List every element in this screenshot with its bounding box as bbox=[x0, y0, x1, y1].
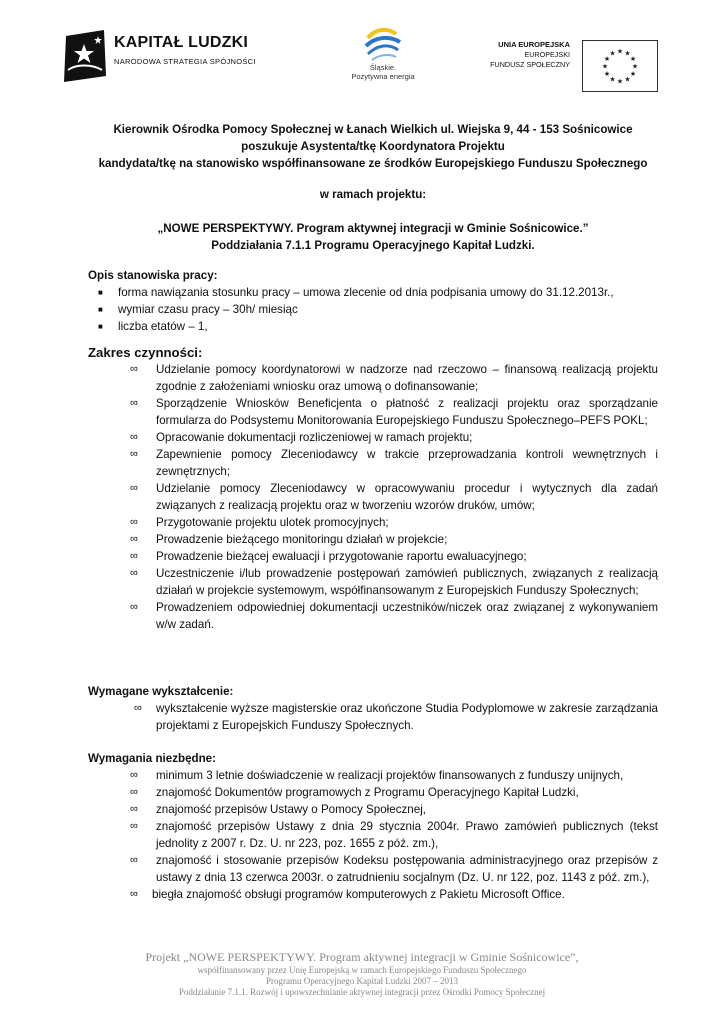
list-item bbox=[88, 361, 658, 395]
eu-star-icon: ★ bbox=[603, 56, 611, 63]
eu-flag bbox=[582, 40, 658, 92]
list-item bbox=[88, 284, 658, 301]
zakres-heading: Zakres czynności: bbox=[88, 345, 203, 360]
list-item-text: Przygotowanie projektu ulotek promocyjnych; bbox=[156, 516, 389, 529]
eu-star-icon: ★ bbox=[601, 63, 609, 71]
intro-line3: kandydata/tkę na stanowisko współfinansowane ze środków Europejskiego Funduszu Społecznego bbox=[98, 157, 648, 170]
list-item-text: forma nawiązania stosunku pracy – umowa zlecenie od dnia podpisania umowy do 31.12.2013r., bbox=[118, 286, 614, 299]
eu-star-icon: ★ bbox=[609, 76, 616, 84]
infinity-bullet-icon: ∞ bbox=[130, 550, 138, 562]
eu-star-icon: ★ bbox=[624, 76, 631, 84]
list-item-text: Uczestniczenie i/lub prowadzenie postępowań zamówień publicznych, związanych z realizacją działań w projekcie systemowym, współfinansowanym z Europejskich Funduszy Społecznych; bbox=[156, 567, 658, 597]
infinity-bullet-icon: ∞ bbox=[130, 482, 138, 494]
list-item bbox=[88, 700, 658, 734]
header-logos bbox=[0, 0, 724, 100]
list-item-text: wykształcenie wyższe magisterskie oraz ukończone Studia Podyplomowe w zakresie zarządzania projektami z Europejskich Funduszy Społecznych. bbox=[156, 702, 658, 732]
wymagania-heading: Wymagania niezbędne: bbox=[88, 752, 216, 765]
footer-line2: współfinansowany przez Unię Europejską w ramach Europejskiego Funduszu Społecznego bbox=[197, 965, 527, 975]
kapital-ludzki-subtitle: NARODOWA STRATEGIA SPÓJNOŚCI bbox=[114, 57, 256, 66]
list-item bbox=[88, 801, 658, 818]
infinity-bullet-icon: ∞ bbox=[130, 786, 138, 798]
slaskie-slogan: Pozytywna energia bbox=[351, 72, 415, 81]
kapital-ludzki-mark-icon bbox=[62, 30, 108, 82]
infinity-bullet-icon: ∞ bbox=[130, 363, 138, 375]
square-bullet-icon: ■ bbox=[98, 288, 103, 297]
wymagania-section bbox=[88, 750, 658, 903]
intro-line4: w ramach projektu: bbox=[319, 188, 427, 201]
opis-heading: Opis stanowiska pracy: bbox=[88, 269, 218, 282]
eu-star-icon: ★ bbox=[631, 63, 639, 71]
eu-logo bbox=[484, 40, 660, 92]
list-item-text: Zapewnienie pomocy Zleceniodawcy w trakcie przeprowadzania kontroli wewnętrznych i zewnętrznych; bbox=[156, 448, 658, 478]
footer-line4: Poddziałanie 7.1.1. Rozwój i upowszechnianie aktywnej integracji przez Ośrodki Pomocy Społecznej bbox=[178, 987, 546, 997]
list-item bbox=[88, 565, 658, 599]
eu-star-icon: ★ bbox=[629, 71, 637, 78]
infinity-bullet-icon: ∞ bbox=[130, 397, 138, 409]
list-item-text: minimum 3 letnie doświadczenie w realizacji projektów finansowanych z funduszy unijnych, bbox=[156, 769, 624, 782]
intro-line1: Kierownik Ośrodka Pomocy Społecznej w Łanach Wielkich ul. Wiejska 9, 44 - 153 Sośnicowice bbox=[113, 123, 633, 136]
list-item bbox=[88, 318, 658, 335]
project-name: „NOWE PERSPEKTYWY. Program aktywnej integracji w Gminie Sośnicowice.” bbox=[157, 222, 589, 235]
list-item-text: biegła znajomość obsługi programów komputerowych z Pakietu Microsoft Office. bbox=[152, 888, 565, 901]
list-item-text: znajomość i stosowanie przepisów Kodeksu postępowania administracyjnego oraz przepisów z ustawy z dnia 13 czerwca 2003r. o zatrudnieniu socjalnym (Dz. U. nr 122, poz. 1143 z póź. zm.), bbox=[156, 854, 658, 884]
eu-star-icon: ★ bbox=[624, 50, 631, 58]
infinity-bullet-icon: ∞ bbox=[130, 854, 138, 866]
list-item-text: Prowadzenie bieżącego monitoringu działań w projekcie; bbox=[156, 533, 448, 546]
list-item-text: Udzielanie pomocy Zleceniodawcy w opracowywaniu procedur i wytycznych dla zadań związanych z realizacją projektu oraz w tworzeniu wzorów druków, umów; bbox=[156, 482, 658, 512]
footer-line3: Programu Operacyjnego Kapitał Ludzki 2007 – 2013 bbox=[266, 976, 458, 986]
eu-star-icon: ★ bbox=[629, 56, 637, 63]
list-item bbox=[88, 784, 658, 801]
kapital-ludzki-logo bbox=[62, 30, 272, 90]
list-item-text: wymiar czasu pracy – 30h/ miesiąc bbox=[118, 303, 298, 316]
infinity-bullet-icon: ∞ bbox=[130, 601, 138, 613]
wyksztalcenie-list bbox=[88, 700, 658, 734]
infinity-bullet-icon: ∞ bbox=[130, 820, 138, 832]
infinity-bullet-icon: ∞ bbox=[130, 516, 138, 528]
list-item bbox=[88, 514, 658, 531]
eu-line3: FUNDUSZ SPOŁECZNY bbox=[490, 60, 570, 69]
list-item bbox=[88, 395, 658, 429]
square-bullet-icon: ■ bbox=[98, 305, 103, 314]
list-item bbox=[88, 767, 658, 784]
eu-line1: UNIA EUROPEJSKA bbox=[498, 40, 570, 49]
list-item-text: znajomość przepisów Ustawy o Pomocy Społecznej, bbox=[156, 803, 426, 816]
infinity-bullet-icon: ∞ bbox=[130, 533, 138, 545]
slaskie-wave-icon bbox=[362, 24, 404, 62]
list-item bbox=[88, 301, 658, 318]
list-item bbox=[88, 886, 658, 903]
slaskie-name: Śląskie. bbox=[369, 63, 397, 72]
list-item bbox=[88, 531, 658, 548]
list-item bbox=[88, 852, 658, 886]
list-item-text: Prowadzeniem odpowiedniej dokumentacji uczestników/niczek oraz związanej z wykonywaniem w/w zadań. bbox=[156, 601, 658, 631]
kapital-ludzki-title: KAPITAŁ LUDZKI bbox=[114, 34, 249, 51]
eu-star-icon: ★ bbox=[616, 78, 624, 86]
list-item-text: Opracowanie dokumentacji rozliczeniowej w ramach projektu; bbox=[156, 431, 473, 444]
list-item-text: liczba etatów – 1, bbox=[118, 320, 208, 333]
footer-line1: Projekt „NOWE PERSPEKTYWY. Program aktywnej integracji w Gminie Sośnicowice”, bbox=[145, 950, 579, 964]
wyksztalcenie-heading: Wymagane wykształcenie: bbox=[88, 685, 234, 698]
eu-text bbox=[484, 40, 570, 70]
list-item bbox=[88, 446, 658, 480]
list-item bbox=[88, 429, 658, 446]
opis-list bbox=[88, 284, 658, 335]
wymagania-list bbox=[88, 767, 658, 903]
list-item-text: Prowadzenie bieżącej ewaluacji i przygotowanie raportu ewaluacyjnego; bbox=[156, 550, 527, 563]
list-item bbox=[88, 480, 658, 514]
infinity-bullet-icon: ∞ bbox=[130, 431, 138, 443]
infinity-bullet-icon: ∞ bbox=[130, 888, 138, 900]
list-item-text: znajomość Dokumentów programowych z Programu Operacyjnego Kapitał Ludzki, bbox=[156, 786, 579, 799]
list-item-text: Sporządzenie Wniosków Beneficjenta o płatność z realizacji projektu oraz sporządzanie formularza do Podsystemu Monitorowania Europejskiego Funduszu Społecznego–PEFS POKL; bbox=[156, 397, 658, 427]
eu-star-icon: ★ bbox=[616, 48, 624, 56]
list-item-text: znajomość przepisów Ustawy z dnia 29 stycznia 2004r. Prawo zamówień publicznych (tekst jednolity z 2007 r. Dz. U. nr 223, poz. 1655 z póź. zm.), bbox=[156, 820, 658, 850]
zakres-section bbox=[88, 344, 658, 633]
intro-line2: poszukuje Asystenta/tkę Koordynatora Projektu bbox=[241, 140, 505, 153]
infinity-bullet-icon: ∞ bbox=[130, 567, 138, 579]
opis-section bbox=[88, 267, 658, 335]
zakres-list bbox=[88, 361, 658, 633]
infinity-bullet-icon: ∞ bbox=[130, 769, 138, 781]
list-item bbox=[88, 818, 658, 852]
list-item bbox=[88, 599, 658, 633]
eu-stars-icon bbox=[583, 41, 657, 91]
list-item-text: Udzielanie pomocy koordynatorowi w nadzorze nad rzeczowo – finansową realizacją projektu zgodnie z założeniami wniosku oraz umową o dofinansowanie; bbox=[156, 363, 658, 393]
eu-star-icon: ★ bbox=[609, 50, 616, 58]
project-sub: Poddziałania 7.1.1 Programu Operacyjnego Kapitał Ludzki. bbox=[211, 239, 535, 252]
square-bullet-icon: ■ bbox=[98, 322, 103, 331]
footer bbox=[62, 949, 662, 998]
infinity-bullet-icon: ∞ bbox=[134, 702, 142, 714]
intro bbox=[88, 121, 658, 172]
wyksztalcenie-section bbox=[88, 683, 658, 734]
slaskie-logo bbox=[338, 24, 428, 94]
eu-line2: EUROPEJSKI bbox=[524, 50, 570, 59]
eu-star-icon: ★ bbox=[603, 71, 611, 78]
list-item bbox=[88, 548, 658, 565]
infinity-bullet-icon: ∞ bbox=[130, 448, 138, 460]
infinity-bullet-icon: ∞ bbox=[130, 803, 138, 815]
